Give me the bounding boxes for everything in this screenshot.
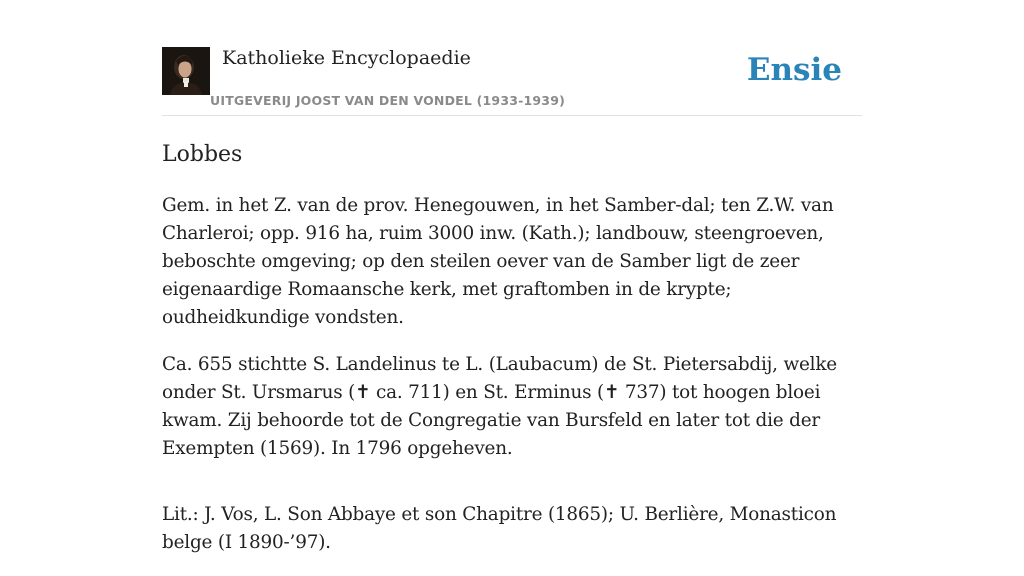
portrait-avatar-icon[interactable] — [162, 47, 210, 95]
content-column — [162, 0, 862, 553]
article-body — [162, 192, 862, 576]
publisher-subtitle: UITGEVERIJ JOOST VAN DEN VONDEL (1933-1939) — [210, 93, 566, 108]
article-paragraph: Gem. in het Z. van de prov. Henegouwen, in het Samber-dal; ten Z.W. van Charleroi; opp. 916 ha, ruim 3000 inw. (Kath.); landbouw, steengroeven, beboschte omgeving; op den steilen oever van de Samber ligt de zeer eigenaardige Romaansche kerk, met graftomben in de krypte; oudheidkundige vondsten. — [162, 195, 834, 328]
site-header — [162, 0, 862, 116]
literature-paragraph: Lit.: J. Vos, L. Son Abbaye et son Chapitre (1865); U. Berlière, Monasticon belge (I 1890-’97). — [162, 504, 837, 553]
article-paragraph: Ca. 655 stichtte S. Landelinus te L. (Laubacum) de St. Pietersabdij, welke onder St. Ursmarus (✝ ca. 711) en St. Erminus (✝ 737) tot hoogen bloei kwam. Zij behoorde tot de Congregatie van Bursfeld en later tot die der Exempten (1569). In 1796 opgeheven. — [162, 354, 837, 459]
article-title: Lobbes — [162, 142, 243, 167]
brand-logo-link[interactable]: Ensie — [746, 52, 842, 88]
portrait-avatar-image — [162, 47, 210, 95]
site-title[interactable]: Katholieke Encyclopaedie — [222, 47, 471, 69]
